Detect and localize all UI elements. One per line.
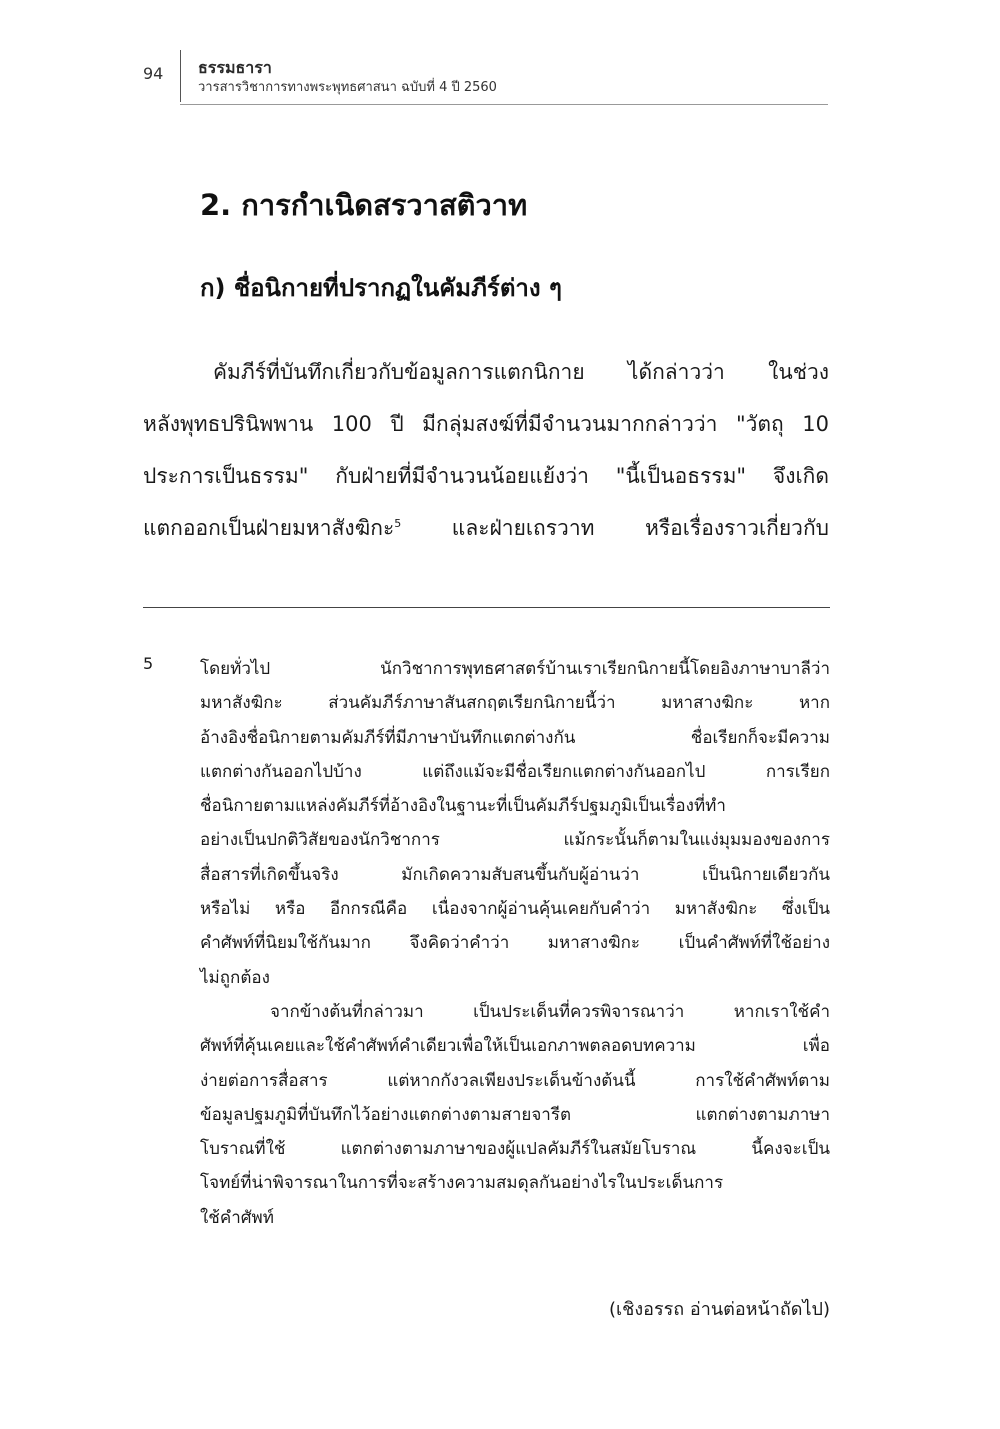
continued-note: (เชิงอรรถ อ่านต่อหน้าถัดไป) <box>608 1299 830 1320</box>
page-header <box>0 0 1000 110</box>
footnote-text <box>200 652 830 1235</box>
page-number: 94 <box>143 64 164 83</box>
footnote-line: โจทย์ที่น่าพิจารณาในการที่จะสร้างความสมดุลกันอย่างไรในประเด็นการ <box>200 1173 724 1194</box>
footnote-line: จากข้างต้นที่กล่าวมา เป็นประเด็นที่ควรพิจารณาว่า หากเราใช้คำ <box>270 1001 830 1022</box>
footnote-line: ไม่ถูกต้อง <box>200 967 270 988</box>
footnote-line: โดยทั่วไป นักวิชาการพุทธศาสตร์บ้านเราเรียกนิกายนี้โดยอิงภาษาบาลีว่า <box>200 659 830 679</box>
footnote-line: ใช้คำศัพท์ <box>200 1207 274 1228</box>
footnote-line: ข้อมูลปฐมภูมิที่บันทึกไว้อย่างแตกต่างตามสายจารีต แตกต่างตามภาษา <box>200 1104 830 1125</box>
footnote-line: คำศัพท์ที่นิยมใช้กันมาก จึงคิดว่าคำว่า มหาสางฆิกะ เป็นคำศัพท์ที่ใช้อย่าง <box>200 933 830 954</box>
footnote-line: มหาสังฆิกะ ส่วนคัมภีร์ภาษาสันสกฤตเรียกนิกายนี้ว่า มหาสางฆิกะ หาก <box>200 693 830 714</box>
body-line-text: และฝ่ายเถรวาท หรือเรื่องราวเกี่ยวกับ <box>401 516 829 540</box>
footnote-line: อ้างอิงชื่อนิกายตามคัมภีร์ที่มีภาษาบันทึกแตกต่างกัน ชื่อเรียกก็จะมีความ <box>200 727 830 748</box>
body-line-with-footnote <box>143 502 829 554</box>
footnote-line: ศัพท์ที่คุ้นเคยและใช้คำศัพท์คำเดียวเพื่อให้เป็นเอกภาพตลอดบทความ เพื่อ <box>200 1036 830 1057</box>
journal-subtitle: วารสารวิชาการทางพระพุทธศาสนา ฉบับที่ 4 ปี 2560 <box>198 80 497 95</box>
section-title: 2. การกำเนิดสรวาสติวาท <box>200 188 528 222</box>
header-horizontal-divider <box>180 104 828 105</box>
journal-name: ธรรมธารา <box>198 58 272 77</box>
footnote-reference[interactable]: 5 <box>394 517 402 530</box>
body-line-text: แตกออกเป็นฝ่ายมหาสังฆิกะ <box>143 516 395 540</box>
body-line: หลังพุทธปรินิพพาน 100 ปี มีกลุ่มสงฆ์ที่มีจำนวนมากกล่าวว่า "วัตถุ 10 <box>143 412 829 436</box>
body-paragraph <box>143 346 829 554</box>
footnote-line: ชื่อนิกายตามแหล่งคัมภีร์ที่อ้างอิงในฐานะที่เป็นคัมภีร์ปฐมภูมิเป็นเรื่องที่ทำ <box>200 796 726 817</box>
footnote-line: ง่ายต่อการสื่อสาร แต่หากกังวลเพียงประเด็นข้างต้นนี้ การใช้คำศัพท์ตาม <box>200 1070 830 1091</box>
footnote-line: อย่างเป็นปกติวิสัยของนักวิชาการ แม้กระนั้นก็ตามในแง่มุมมองของการ <box>200 830 830 851</box>
footnote-line: โบราณที่ใช้ แตกต่างตามภาษาของผู้แปลคัมภีร์ในสมัยโบราณ นี้คงจะเป็น <box>200 1139 830 1160</box>
body-line: ประการเป็นธรรม" กับฝ่ายที่มีจำนวนน้อยแย้งว่า "นี้เป็นอธรรม" จึงเกิด <box>143 464 829 488</box>
footnote-line: สื่อสารที่เกิดขึ้นจริง มักเกิดความสับสนขึ้นกับผู้อ่านว่า เป็นนิกายเดียวกัน <box>200 864 830 885</box>
footnote-line: แตกต่างกันออกไปบ้าง แต่ถึงแม้จะมีชื่อเรียกแตกต่างกันออกไป การเรียก <box>200 761 830 782</box>
subsection-title: ก) ชื่อนิกายที่ปรากฏในคัมภีร์ต่าง ๆ <box>200 274 562 302</box>
header-vertical-divider <box>180 50 181 102</box>
footnote-number: 5 <box>143 654 154 673</box>
footnote-separator <box>143 607 830 608</box>
body-line: คัมภีร์ที่บันทึกเกี่ยวกับข้อมูลการแตกนิกาย ได้กล่าวว่า ในช่วง <box>213 360 829 384</box>
footnote-line: หรือไม่ หรือ อีกกรณีคือ เนื่องจากผู้อ่านคุ้นเคยกับคำว่า มหาสังฆิกะ ซึ่งเป็น <box>200 899 830 920</box>
